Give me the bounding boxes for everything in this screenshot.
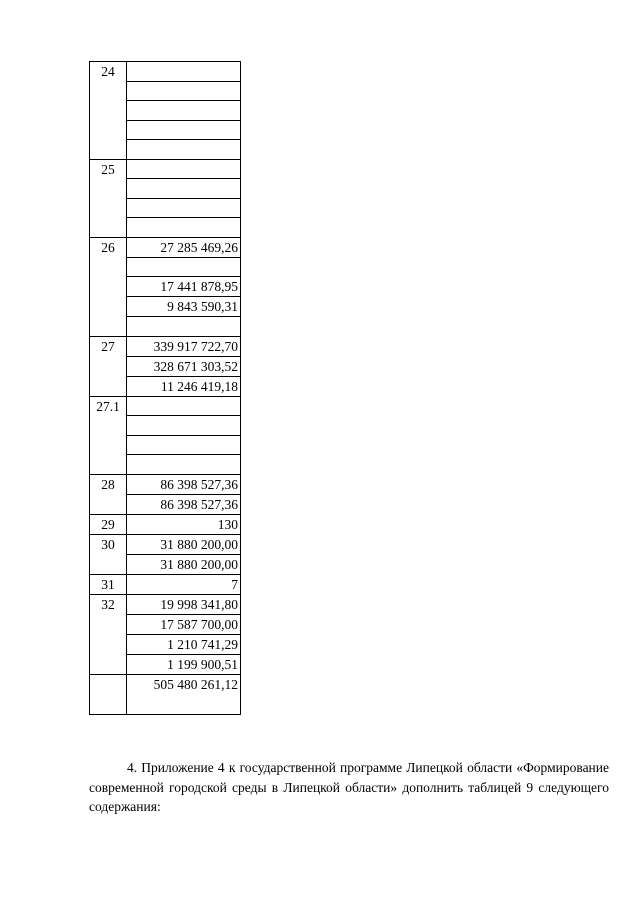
- row-number-cell: 27: [90, 336, 127, 396]
- value-cell: [127, 396, 241, 416]
- row-number-cell: 25: [90, 159, 127, 237]
- row-number-cell: 24: [90, 62, 127, 160]
- value-cell: 19 998 341,80: [127, 594, 241, 614]
- value-cell: 11 246 419,18: [127, 376, 241, 396]
- value-cell: 9 843 590,31: [127, 297, 241, 317]
- data-table-body: [90, 62, 241, 715]
- table-row: [90, 237, 241, 257]
- table-row: [90, 674, 241, 714]
- value-cell: [127, 435, 241, 455]
- value-cell: [127, 159, 241, 179]
- table-row: [90, 336, 241, 356]
- table-row: [90, 474, 241, 494]
- value-cell: 31 880 200,00: [127, 554, 241, 574]
- value-cell: [127, 62, 241, 82]
- value-cell: 1 199 900,51: [127, 654, 241, 674]
- table-row: [90, 534, 241, 554]
- value-cell: [127, 317, 241, 337]
- value-cell: 27 285 469,26: [127, 237, 241, 257]
- body-paragraph: 4. Приложение 4 к государственной программе Липецкой области «Формирование современной городской среды в Липецкой области» дополнить таблицей 9 следующего содержания:: [89, 760, 609, 814]
- row-number-cell: 29: [90, 514, 127, 534]
- value-cell: 86 398 527,36: [127, 494, 241, 514]
- table-row: [90, 62, 241, 82]
- value-cell: [127, 218, 241, 238]
- row-number-cell: [90, 674, 127, 714]
- row-number-cell: 27.1: [90, 396, 127, 474]
- value-cell: 339 917 722,70: [127, 336, 241, 356]
- value-cell: 130: [127, 514, 241, 534]
- value-cell: [127, 120, 241, 140]
- row-number-cell: 32: [90, 594, 127, 674]
- value-cell: [127, 81, 241, 101]
- table-row: [90, 594, 241, 614]
- value-cell: [127, 140, 241, 160]
- value-cell: 328 671 303,52: [127, 356, 241, 376]
- value-cell: [127, 455, 241, 475]
- value-cell: 31 880 200,00: [127, 534, 241, 554]
- value-cell: [127, 179, 241, 199]
- value-cell: 17 587 700,00: [127, 614, 241, 634]
- table-row: [90, 514, 241, 534]
- value-cell: 17 441 878,95: [127, 277, 241, 297]
- value-cell: 7: [127, 574, 241, 594]
- table-row: [90, 159, 241, 179]
- value-cell: [127, 198, 241, 218]
- value-cell: [127, 101, 241, 121]
- table-row: [90, 574, 241, 594]
- value-cell: 505 480 261,12: [127, 674, 241, 714]
- table-row: [90, 396, 241, 416]
- data-table: [89, 61, 241, 715]
- row-number-cell: 28: [90, 474, 127, 514]
- value-cell: 86 398 527,36: [127, 474, 241, 494]
- value-cell: [127, 416, 241, 436]
- row-number-cell: 31: [90, 574, 127, 594]
- value-cell: [127, 257, 241, 277]
- value-cell: 1 210 741,29: [127, 634, 241, 654]
- row-number-cell: 26: [90, 237, 127, 336]
- row-number-cell: 30: [90, 534, 127, 574]
